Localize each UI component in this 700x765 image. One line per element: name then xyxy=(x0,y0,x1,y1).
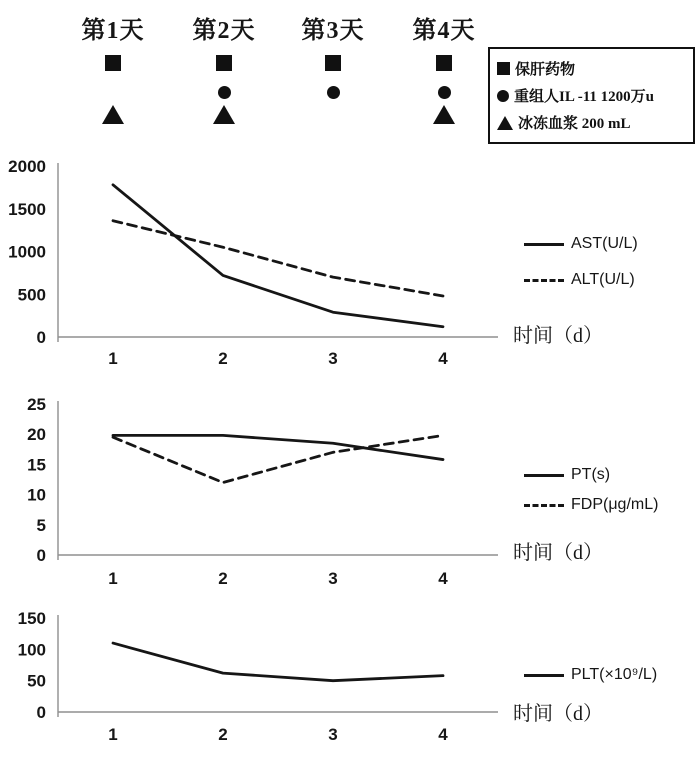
x-tick-label: 3 xyxy=(328,569,338,588)
y-tick-label: 0 xyxy=(36,703,46,722)
solid-line-sample-icon xyxy=(524,674,564,677)
series-legend-label: PT(s) xyxy=(571,466,611,483)
y-tick-label: 20 xyxy=(27,425,46,445)
series-legend-FDP(μg/mL) xyxy=(524,495,658,515)
series-legend-ALT(U/L) xyxy=(524,270,635,290)
x-tick-label: 1 xyxy=(108,349,118,368)
series-line-ALT(U/L) xyxy=(113,221,443,296)
xaxis-title-chart-1: 时间（d） xyxy=(513,325,603,347)
xaxis-title-chart-2: 时间（d） xyxy=(513,542,603,564)
y-tick-label: 10 xyxy=(27,485,46,505)
y-tick-label: 1000 xyxy=(8,242,46,262)
series-line-FDP(μg/mL) xyxy=(113,435,443,482)
day-label-3: 第3天 xyxy=(301,18,365,44)
y-tick-label: 50 xyxy=(27,671,46,691)
x-tick-label: 4 xyxy=(438,569,448,588)
day-label-2: 第2天 xyxy=(192,18,256,44)
y-tick-label: 1500 xyxy=(8,199,46,219)
y-tick-label: 100 xyxy=(17,640,46,660)
series-legend-label: AST(U/L) xyxy=(571,235,638,252)
treatment-legend-label: 重组人IL -11 1200万u xyxy=(514,89,655,105)
y-tick-label: 0 xyxy=(36,546,46,565)
series-legend-PLT(×10⁹/L) xyxy=(524,665,657,685)
treatment-legend-label: 冰冻血浆 200 mL xyxy=(518,116,631,132)
xaxis-title-chart-3: 时间（d） xyxy=(513,703,603,725)
x-tick-label: 4 xyxy=(438,349,448,368)
series-line-AST(U/L) xyxy=(113,185,443,327)
x-tick-label: 4 xyxy=(438,725,448,744)
series-legend-PT(s) xyxy=(524,465,610,485)
y-tick-label: 25 xyxy=(27,395,46,414)
y-tick-label: 2000 xyxy=(8,157,46,176)
x-tick-label: 1 xyxy=(108,569,118,588)
x-tick-label: 1 xyxy=(108,725,118,744)
series-legend-AST(U/L) xyxy=(524,234,638,254)
x-tick-label: 2 xyxy=(218,569,228,588)
series-legend-label: FDP(μg/mL) xyxy=(571,496,659,513)
treatment-legend-label: 保肝药物 xyxy=(515,62,576,78)
x-tick-label: 2 xyxy=(218,725,228,744)
y-tick-label: 500 xyxy=(17,285,46,305)
solid-line-sample-icon xyxy=(524,243,564,246)
dashed-line-sample-icon xyxy=(524,279,564,282)
y-tick-label: 150 xyxy=(17,609,46,628)
y-tick-label: 5 xyxy=(36,515,46,535)
dashed-line-sample-icon xyxy=(524,504,564,507)
x-tick-label: 3 xyxy=(328,349,338,368)
solid-line-sample-icon xyxy=(524,474,564,477)
day-label-1: 第1天 xyxy=(81,18,145,44)
series-legend-label: PLT(×10⁹/L) xyxy=(571,666,658,683)
x-tick-label: 2 xyxy=(218,349,228,368)
day-label-4: 第4天 xyxy=(412,18,476,44)
series-line-PLT(×10⁹/L) xyxy=(113,643,443,681)
x-tick-label: 3 xyxy=(328,725,338,744)
series-line-PT(s) xyxy=(113,435,443,459)
y-tick-label: 15 xyxy=(27,455,46,475)
series-legend-label: ALT(U/L) xyxy=(571,271,635,288)
y-tick-label: 0 xyxy=(36,328,46,347)
